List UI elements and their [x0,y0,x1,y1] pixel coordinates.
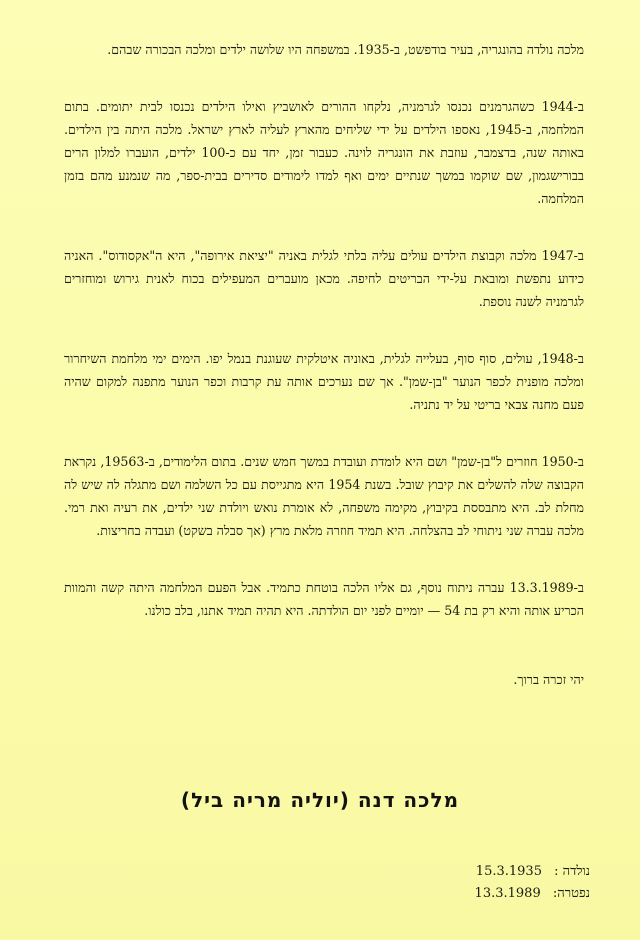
paragraph-war: ב-1944 כשהגרמנים נכנסו לגרמניה, נלקחו ההורים לאושביץ ואילו הילדים נכנסו לבית יתומים. בתום המלחמה, ב-1945, נאספו הילדים על ידי שליחים מהארץ לעליה לארץ ישראל. מלכה היתה בין הילדים. באותה שנה, בדצמבר, עוזבת את הונגריה לוינה. כעבור זמן, יחד עם כ-100 ילדים, הועברו למלון הרים בבורישגמון, שם שוקמו במשך שנתיים ימים ואף למדו לימודים סדירים בבית-ספר, מה שנמנע מהם בזמן המלחמה. [64,99,585,206]
death-date-label: נפטרה: [552,886,590,901]
biography-text [64,38,584,622]
death-date-value: 13.3.1989 [474,886,541,901]
paragraph-death: ב-13.3.1989 עברה ניתוח נוסף, גם אליו הלכה בוטחת כתמיד. אבל הפעם המלחמה היתה קשה והמוות הכריע אותה והיא רק בת 54 — יומיים לפני יום הולדתה. היא תהיה תמיד אתנו, בלב כולנו. [64,580,584,618]
paragraph-aliyah: ב-1948, עולים, סוף סוף, בעלייה לגלית, באוניה איטלקית שעוגנת בנמל יפו. הימים ימי מלחמת השיחרור ומלכה מופנית לכפר הנוער "בן-שמן". אך שם נערכים אותה עת קרבות וכפר הנוער מתפנה למקום שהיה פעם מחנה צבאי בריטי על יד נתניה. [64,351,584,412]
birth-date-label: נולדה : [554,864,590,879]
name-title: מלכה דנה (יוליה מריה ביל) [180,788,460,812]
paragraph-kibbutz: ב-1950 חוזרים ל"בן-שמן" ושם היא לומדת ועובדת במשך חמש שנים. בתום הלימודים, ב-19563, נקראת הקבוצה שלה להשלים את קיבוץ שובל. בשנת 1954 היא מתגייסת עם כל השלמה ושם מתגלה לה שיש לה מחלת לב. היא מתבססת בקיבוץ, מקימה משפחה, לא אומרת נואש ויולדת שני ילדים, את רעיה ואת רמי. מלכה עברה שני ניתוחי לב בהצלחה. היא תמיד חוזרה מלאת מרץ (אך סבלה בשקט) ועבדה בחריצות. [64,454,584,538]
paragraph-birth: מלכה נולדה בהונגריה, בעיר בודפשט, ב-1935. במשפחה היו שלושה ילדים ומלכה הבכורה שבהם. [107,42,584,57]
death-date-line [430,884,590,904]
paragraph-exodus: ב-1947 מלכה וקבוצת הילדים עולים עליה בלתי לגלית באניה "יציאת אירופה", היא ה"אקסודוס". האניה כידוע נתפשת ומובאת על-ידי הבריטים לחיפה. מכאן מועברים המעפילים בכוח לאנית גירוש ומוחזרים לגרמניה לשנה נוספת. [64,248,584,309]
birth-date-value: 15.3.1935 [475,864,542,879]
birth-date-line [430,862,590,882]
memorial-line: יהי זכרה ברוך. [513,672,584,687]
